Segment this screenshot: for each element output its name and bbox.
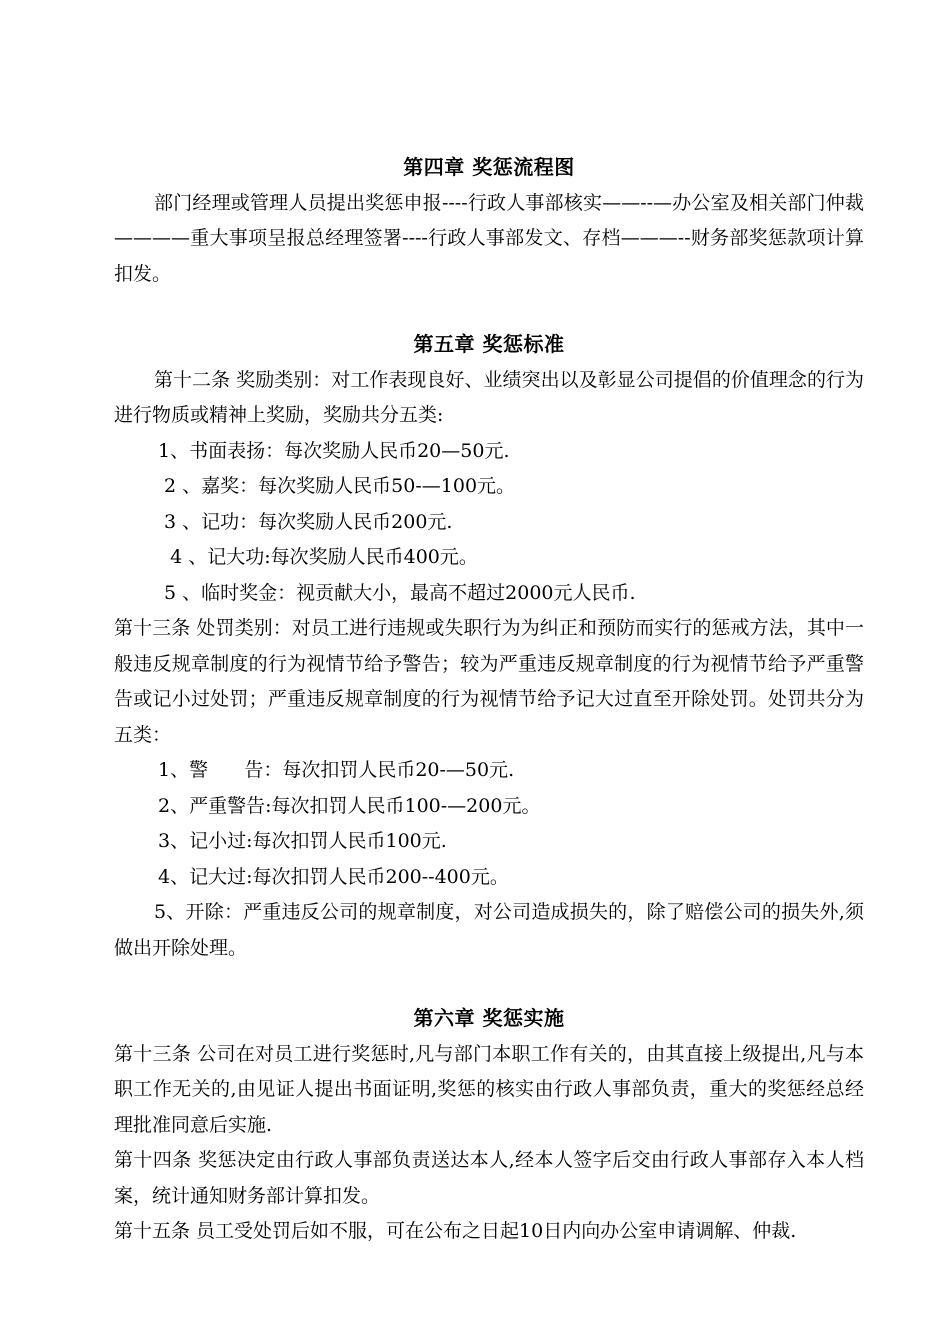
chapter-4-body: 部门经理或管理人员提出奖惩申报----行政人事部核实——--—办公室及相关部门仲裁————重大事项呈报总经理签署----行政人事部发文、存档———--财务部奖惩款项计算扣发。 (114, 191, 864, 285)
penalty-item-1: 1、警 告：每次扣罚人民币20-—50元. (158, 759, 515, 781)
reward-item-5: 5 、临时奖金：视贡献大小，最高不超过2000元人民币. (158, 581, 636, 604)
section-gap (114, 292, 864, 327)
reward-item-2: 2 、嘉奖：每次奖励人民币50-—100元。 (158, 475, 516, 497)
document-page (114, 150, 864, 1250)
reward-item-1: 1、书面表扬：每次奖励人民币20—50元. (158, 439, 510, 462)
penalty-item-4: 4、记大过:每次扣罚人民币200--400元。 (158, 865, 509, 888)
penalty-item-5: 5、开除：严重违反公司的规章制度，对公司造成损失的，除了赔偿公司的损失外,须做出开除处理。 (114, 901, 864, 959)
chapter-5-title: 第五章 奖惩标准 (413, 332, 565, 356)
chapter-6-title: 第六章 奖惩实施 (413, 1006, 565, 1030)
article-14: 第十四条 奖惩决定由行政人事部负责送达本人,经本人签字后交由行政人事部存入本人档案，统计通知财务部计算扣发。 (114, 1149, 864, 1207)
section-gap (114, 966, 864, 1001)
article-12: 第十二条 奖励类别：对工作表现良好、业绩突出以及彰显公司提倡的价值理念的行为进行物质或精神上奖励，奖励共分五类: (114, 368, 864, 426)
chapter-4-title: 第四章 奖惩流程图 (403, 155, 575, 179)
article-13-penalty: 第十三条 处罚类别：对员工进行违规或失职行为为纠正和预防而实行的惩戒方法，其中一般违反规章制度的行为视情节给予警告；较为严重违反规章制度的行为视情节给予严重警告或记小过处罚；严重违反规章制度的行为视情节给予记大过直至开除处罚。处罚共分为五类： (114, 617, 864, 746)
penalty-item-3: 3、记小过:每次扣罚人民币100元. (158, 830, 447, 852)
reward-item-3: 3 、记功：每次奖励人民币200元. (158, 510, 453, 533)
article-15: 第十五条 员工受处罚后如不服，可在公布之日起10日内向办公室申请调解、仲裁. (114, 1220, 797, 1242)
article-13-implementation: 第十三条 公司在对员工进行奖惩时,凡与部门本职工作有关的，由其直接上级提出,凡与本职工作无关的,由见证人提出书面证明,奖惩的核实由行政人事部负责，重大的奖惩经总经理批准同意后实施. (114, 1042, 864, 1136)
penalty-item-2: 2、严重警告:每次扣罚人民币100-—200元。 (158, 794, 541, 817)
reward-item-4: 4 、记大功:每次奖励人民币400元。 (158, 546, 478, 568)
